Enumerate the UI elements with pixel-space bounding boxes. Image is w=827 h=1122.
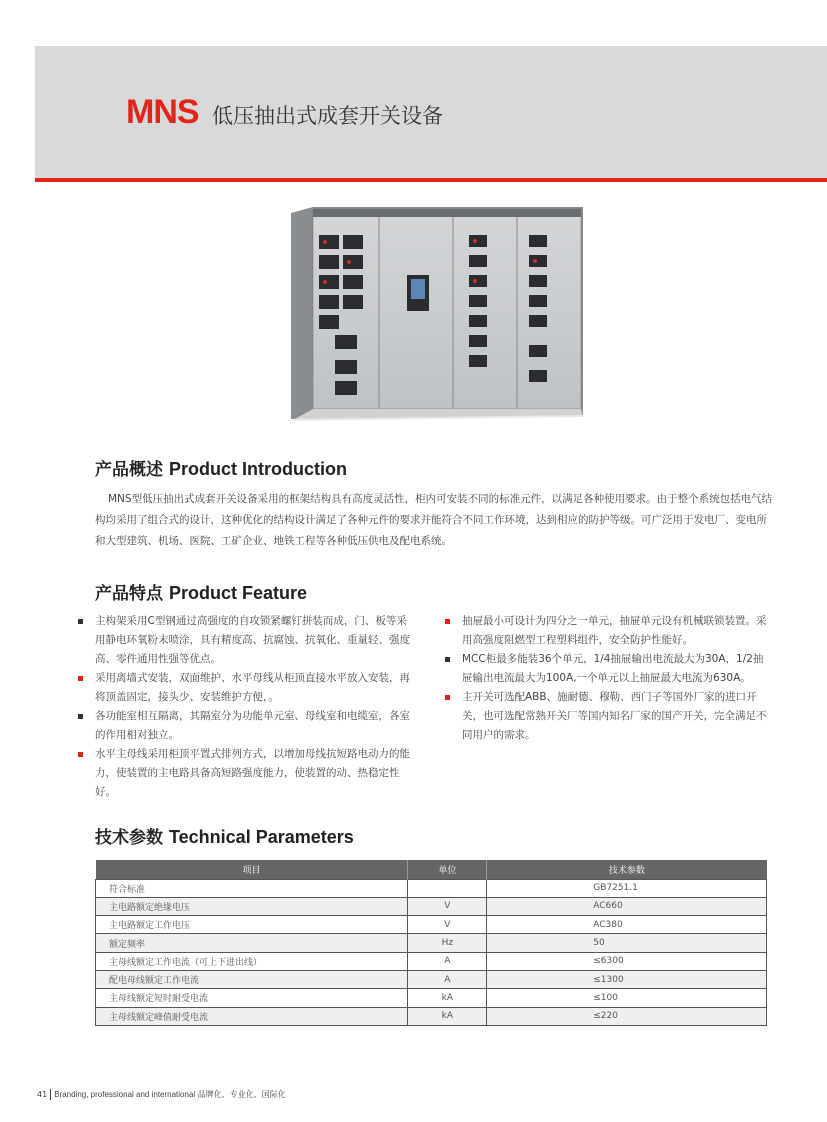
table-header-row [96,860,767,879]
column-header: 项目 [96,860,408,879]
param-value: GB7251.1 [487,879,767,897]
bullet-icon [445,657,450,662]
feature-text: 水平主母线采用柜顶平置式排列方式，以增加母线抗短路电动力的能力，使装置的主电路具备高短路强度能力，使装置的动、热稳定性好。 [95,748,410,798]
param-unit: V [408,897,487,915]
params-heading-en: Technical Parameters [169,827,354,847]
table-row [96,916,767,934]
bullet-icon [78,619,83,624]
footer-tagline-en: Branding, professional and international [54,1090,196,1099]
param-value: ≤1300 [487,970,767,988]
param-value: ≤220 [487,1007,767,1025]
brand-logo: MNS [126,93,199,131]
param-value: 50 [487,934,767,952]
column-header: 单位 [408,860,487,879]
param-name: 主母线额定工作电流（可上下进出线） [96,952,408,970]
feature-text: 采用离墙式安装，双面维护、水平母线从柜顶直接水平放入安装，再将顶盖固定，接头少、安装维护方便，。 [95,672,410,703]
param-name: 额定频率 [96,934,408,952]
intro-paragraph: MNS型低压抽出式成套开关设备采用的框架结构具有高度灵活性，柜内可安装不同的标准元件，以满足各种使用要求。由于整个系统包括电气结构均采用了组合式的设计，这种优化的结构设计满足了各种元件的要求并能符合不同工作环境，达到相应的防护等级。可广泛用于发电厂、变电所和大型建筑、机场、医院、工矿企业、地铁工程等各种低压供电及配电系统。 [95,493,773,547]
feature-item [445,650,771,688]
footer-divider [50,1089,51,1100]
bullet-icon [78,714,83,719]
feature-text: 主构架采用C型钢通过高强度的自攻锁紧螺钉拼装而成，门、板等采用静电环氧粉末喷涂，具有精度高、抗腐蚀、抗氧化、重量轻、强度高、零件通用性强等优点。 [95,615,410,665]
bullet-icon [445,619,450,624]
table-row [96,970,767,988]
parameters-table [95,860,767,1026]
feature-item [78,707,416,745]
param-unit: Hz [408,934,487,952]
param-unit: kA [408,989,487,1007]
features-heading [95,579,307,604]
table-row [96,934,767,952]
intro-heading-en: Product Introduction [169,459,347,479]
page-title: 低压抽出式成套开关设备 [212,104,443,128]
feature-text: 各功能室相互隔离，其隔室分为功能单元室、母线室和电缆室，各室的作用相对独立。 [95,710,410,741]
param-unit [408,879,487,897]
param-value: AC660 [487,897,767,915]
param-name: 符合标准 [96,879,408,897]
param-name: 配电母线额定工作电流 [96,970,408,988]
footer-tagline-cn: 品牌化、专业化、国际化 [197,1090,286,1099]
table-row [96,1007,767,1025]
feature-item [445,688,771,745]
intro-heading [95,455,347,480]
features-left-column [78,612,416,802]
feature-text: 抽屉最小可设计为四分之一单元，抽屉单元设有机械联锁装置。采用高强度阻燃型工程塑料组件，安全防护性能好。 [462,615,767,646]
feature-item [445,612,771,650]
param-value: ≤6300 [487,952,767,970]
feature-text: 主开关可选配ABB、施耐德、穆勒、西门子等国外厂家的进口开关，也可选配常熟开关厂等国内知名厂家的国产开关，完全满足不同用户的需求。 [462,691,767,741]
page-number: 41 [37,1090,48,1099]
table-row [96,989,767,1007]
column-header: 技术参数 [487,860,767,879]
bullet-icon [445,695,450,700]
features-heading-cn: 产品特点 [95,584,163,604]
param-name: 主电路额定工作电压 [96,916,408,934]
intro-heading-cn: 产品概述 [95,460,163,480]
param-unit: V [408,916,487,934]
param-unit: kA [408,1007,487,1025]
params-heading [95,823,354,848]
param-unit: A [408,952,487,970]
bullet-icon [78,676,83,681]
param-name: 主电路额定绝缘电压 [96,897,408,915]
param-value: AC380 [487,916,767,934]
table-row [96,879,767,897]
param-name: 主母线额定短时耐受电流 [96,989,408,1007]
param-unit: A [408,970,487,988]
page-footer [37,1089,286,1100]
feature-item [78,745,416,802]
features-heading-en: Product Feature [169,583,308,603]
param-value: ≤100 [487,989,767,1007]
feature-item [78,669,416,707]
feature-text: MCC柜最多能装36个单元，1/4抽屉输出电流最大为30A，1/2抽屉输出电流最大为100A,一个单元以上抽屉最大电流为630A。 [462,653,764,684]
param-name: 主母线额定峰值耐受电流 [96,1007,408,1025]
feature-item [78,612,416,669]
switchgear-cabinet-image [283,205,589,445]
bullet-icon [78,752,83,757]
table-row [96,952,767,970]
table-row [96,897,767,915]
params-heading-cn: 技术参数 [95,828,163,848]
header-rule [35,178,827,182]
features-right-column [445,612,771,745]
